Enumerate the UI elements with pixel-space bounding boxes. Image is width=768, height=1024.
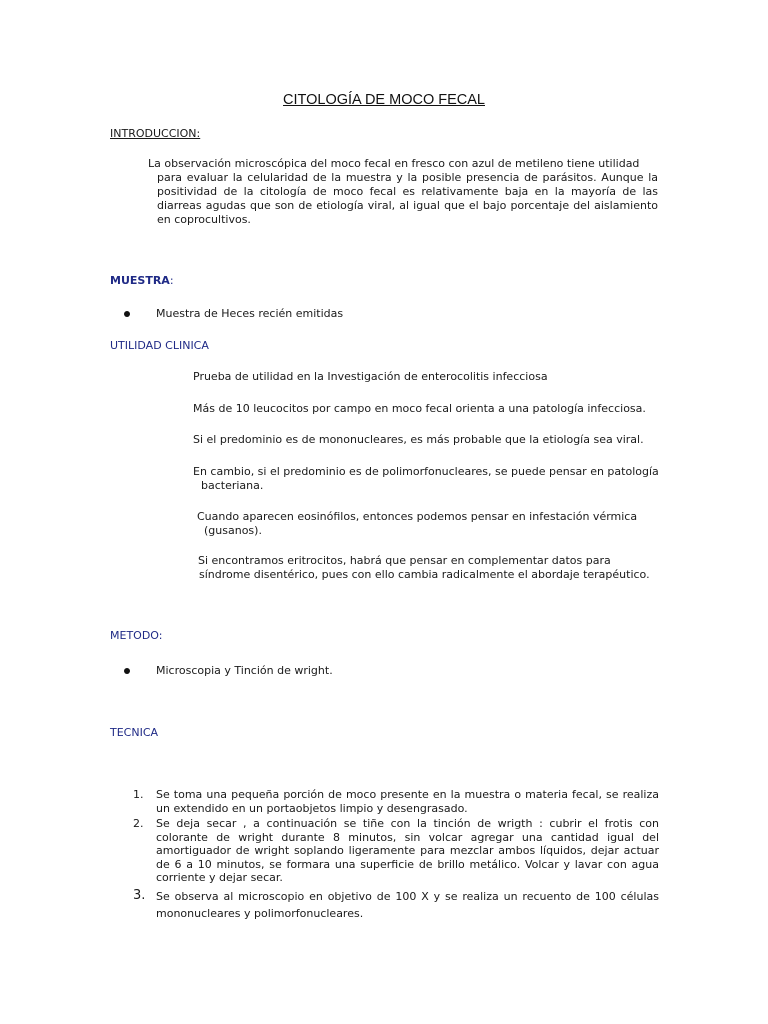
utilidad-item	[198, 554, 659, 582]
bullet-icon	[124, 311, 130, 317]
tecnica-heading: TECNICA	[110, 726, 159, 739]
intro-paragraph	[148, 157, 658, 227]
document-title: CITOLOGÍA DE MOCO FECAL	[283, 92, 485, 108]
utilidad-item	[193, 370, 659, 384]
muestra-bullet-item	[124, 307, 343, 320]
metodo-bullet-item	[124, 664, 333, 677]
utilidad-item-text: Prueba de utilidad en la Investigación de enterocolitis infecciosa	[193, 370, 548, 383]
step-text: Se observa al microscopio en objetivo de 100 X y se realiza un recuento de 100 células mononucleares y polimorfonucleares.	[156, 890, 659, 920]
muestra-heading	[110, 274, 174, 287]
muestra-heading-label: MUESTRA	[110, 274, 170, 287]
utilidad-item-continuation: síndrome disentérico, pues con ello cambia radicalmente el abordaje terapéutico.	[199, 568, 650, 581]
muestra-item-text: Muestra de Heces recién emitidas	[156, 307, 344, 320]
step-number: 1.	[133, 788, 144, 801]
intro-paragraph-rest: para evaluar la celularidad de la muestra y la posible presencia de parásitos. Aunque la positividad de la citología de moco fecal es relativamente baja en la mayoría de las diarreas agudas que son de etiología viral, al igual que el bajo porcentaje del aislamiento en coprocultivos.	[157, 171, 658, 226]
step-text: Se deja secar , a continuación se tiñe con la tinción de wrigth : cubrir el frotis con colorante de wright durante 8 minutos, sin volcar agregar una cantidad igual del amortiguador de wright soplando ligeramente para mezclar ambos líquidos, dejar actuar de 6 a 10 minutos, se formara una superficie de brillo metálico. Volcar y lavar con agua corriente y dejar secar.	[156, 817, 659, 884]
metodo-item-text: Microscopia y Tinción de wright.	[156, 664, 333, 677]
metodo-heading: METODO:	[110, 629, 163, 642]
bullet-icon	[124, 668, 130, 674]
utilidad-item	[197, 510, 659, 538]
intro-heading: INTRODUCCION:	[110, 127, 201, 140]
utilidad-item-continuation: bacteriana.	[201, 479, 264, 492]
tecnica-step	[130, 817, 660, 885]
utilidad-item-text: En cambio, si el predominio es de polimorfonucleares, se puede pensar en patología	[193, 465, 659, 478]
utilidad-item	[193, 402, 659, 416]
tecnica-step	[130, 888, 660, 922]
utilidad-item-text: Más de 10 leucocitos por campo en moco fecal orienta a una patología infecciosa.	[193, 402, 646, 415]
utilidad-item-text: Si el predominio es de mononucleares, es más probable que la etiología sea viral.	[193, 433, 644, 446]
muestra-heading-colon: :	[169, 274, 174, 287]
step-text: Se toma una pequeña porción de moco presente en la muestra o materia fecal, se realiza un extendido en un portaobjetos limpio y desengrasado.	[156, 788, 659, 815]
utilidad-item-text: Cuando aparecen eosinófilos, entonces podemos pensar en infestación vérmica	[197, 510, 638, 523]
step-number: 3.	[133, 888, 146, 903]
intro-paragraph-first-line: La observación microscópica del moco fecal en fresco con azul de metileno tiene utilidad	[148, 157, 640, 170]
utilidad-item-text: Si encontramos eritrocitos, habrá que pensar en complementar datos para	[198, 554, 611, 567]
step-number: 2.	[133, 817, 144, 830]
utilidad-item	[193, 433, 659, 447]
utilidad-heading: UTILIDAD CLINICA	[110, 339, 209, 352]
tecnica-step	[130, 788, 660, 815]
utilidad-item	[193, 465, 659, 493]
utilidad-item-continuation: (gusanos).	[204, 524, 262, 537]
